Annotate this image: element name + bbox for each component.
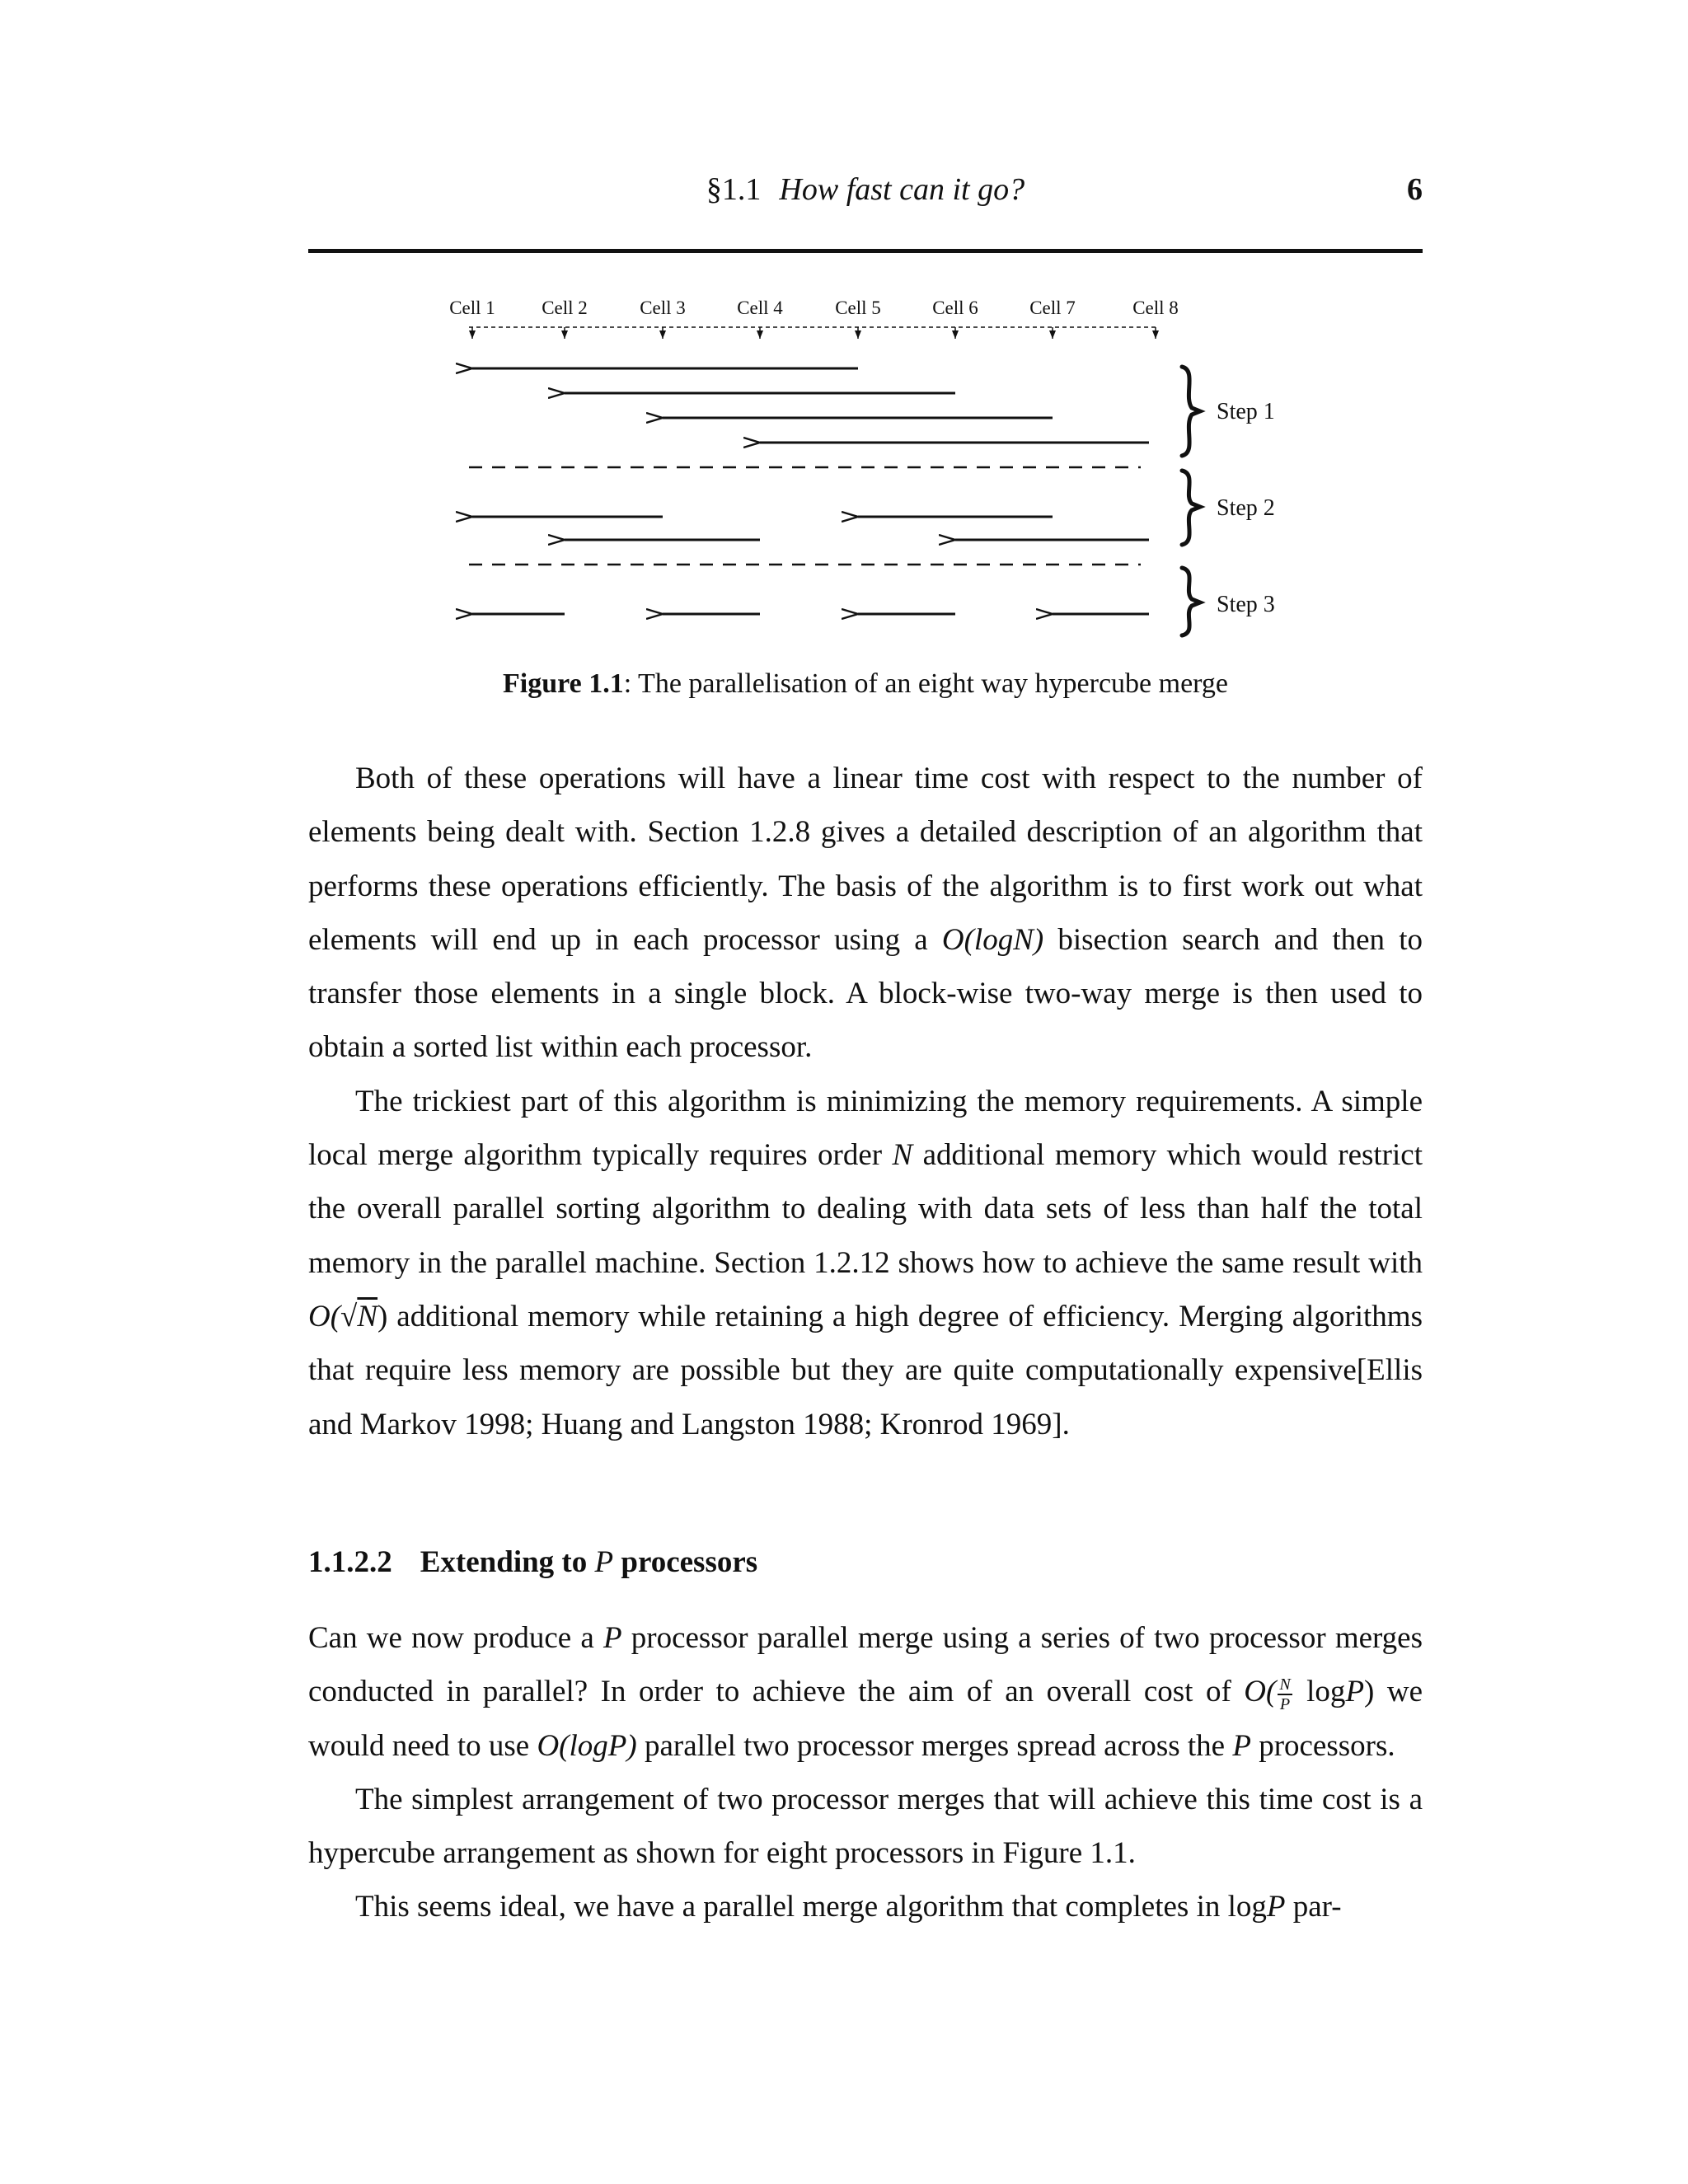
paragraph-3-text-c: we would need to use: [308, 1675, 1423, 1763]
cell-label-8: Cell 8: [1132, 298, 1179, 318]
paragraph-3-text-b: processor parallel merge using a series of two processor merges conducted in parallel? In order to achieve the aim of an overall cost of: [308, 1621, 1423, 1709]
paragraph-2-text-b: additional memory which would restrict the overall parallel sorting algorithm to dealing with data sets of less than half the total memory in the parallel machine. Section 1.2.12 shows how to achieve the same result with: [308, 1138, 1423, 1280]
paragraph-3: [308, 1611, 1423, 1773]
math-close: ): [1364, 1675, 1375, 1709]
section-title: How fast can it go?: [779, 172, 1025, 207]
subsection-title-a: Extending to: [420, 1545, 595, 1579]
subsection-heading: [308, 1538, 1423, 1587]
paragraph-5-text-b: par-: [1285, 1890, 1342, 1924]
math-o-log-p: O(logP): [537, 1728, 637, 1763]
math-o-open: O(: [1244, 1675, 1277, 1709]
step-2-brace: [1182, 471, 1200, 545]
math-sqrt-n: N: [357, 1299, 378, 1333]
paragraph-5: [308, 1880, 1423, 1933]
step-label-3: Step 3: [1217, 592, 1275, 617]
body-block-2: [308, 1611, 1423, 1934]
math-fraction-n-over-p: [1278, 1675, 1292, 1713]
step-label-2: Step 2: [1217, 495, 1275, 521]
math-p: P: [603, 1621, 622, 1655]
paragraph-2: [308, 1075, 1423, 1451]
step-1-arrows: [472, 368, 1149, 443]
paragraph-3-text-d: parallel two processor merges spread across the: [636, 1728, 1233, 1763]
paragraph-1-text: Both of these operations will have a linear time cost with respect to the number of elements being dealt with. Section 1.2.8 gives a detailed description of an algorithm that performs these operations efficiently. The basis of the algorithm is to first work out what elements will end up in each processor using a: [308, 762, 1423, 957]
math-log-p: P: [1345, 1675, 1365, 1709]
cell-ticks: [472, 327, 1156, 339]
paragraph-3-text-e: processors.: [1250, 1728, 1395, 1763]
subsection-title-b: processors: [613, 1545, 758, 1579]
subsection-number: 1.1.2.2: [308, 1545, 392, 1579]
paragraph-2-text-a: The trickiest part of this algorithm is minimizing the memory requirements. A simple local merge algorithm typically requires order: [308, 1084, 1423, 1173]
section-number: §1.1: [706, 172, 762, 207]
header-rule: [308, 249, 1423, 253]
page-number: 6: [1407, 172, 1423, 207]
paragraph-5-text-a: This seems ideal, we have a parallel merge algorithm that completes in log: [355, 1890, 1267, 1924]
step-2-arrows: [472, 517, 1149, 540]
paragraph-1: [308, 752, 1423, 1075]
cell-label-3: Cell 3: [640, 298, 686, 318]
running-head: [308, 165, 1423, 214]
cell-label-5: Cell 5: [835, 298, 881, 318]
page-header: [308, 165, 1423, 214]
cell-label-6: Cell 6: [932, 298, 978, 318]
math-close-paren: ): [377, 1299, 388, 1333]
cell-label-1: Cell 1: [449, 298, 495, 318]
body-block-1: [308, 752, 1423, 1451]
math-n: N: [892, 1138, 913, 1173]
hypercube-merge-figure: [308, 284, 1423, 696]
fraction-denominator: P: [1279, 1694, 1291, 1713]
paragraph-4: The simplest arrangement of two processor merges that will achieve this time cost is a hypercube arrangement as shown for eight processors in Figure 1.1.: [308, 1782, 1423, 1871]
step-braces: [1182, 367, 1200, 635]
math-p-3: P: [1266, 1890, 1286, 1924]
step-1-brace: [1182, 367, 1200, 456]
math-o-sqrt: O(√: [308, 1299, 358, 1333]
cell-label-7: Cell 7: [1029, 298, 1076, 318]
step-3-brace: [1182, 568, 1200, 635]
figure-caption: [308, 663, 1423, 705]
subsection-title-p: P: [594, 1545, 614, 1579]
step-label-1: Step 1: [1217, 399, 1275, 424]
figure-diagram: [308, 284, 1423, 663]
paragraph-1-end: bisection search and then to transfer those elements in a single block. A block-wise two-way merge is then used to obtain a sorted list within each processor.: [308, 922, 1423, 1065]
cell-label-4: Cell 4: [737, 298, 783, 318]
math-log: log: [1293, 1675, 1346, 1709]
caption-text: : The parallelisation of an eight way hypercube merge: [623, 668, 1228, 699]
paragraph-3-text-a: Can we now produce a: [308, 1621, 603, 1655]
fraction-numerator: N: [1279, 1675, 1291, 1694]
paragraph-2-text-c: additional memory while retaining a high degree of efficiency. Merging algorithms that require less memory are possible but they are quite computationally expensive[Ellis and Markov 1998; Huang and Langston 1988; Kronrod 1969].: [308, 1299, 1423, 1441]
math-p-2: P: [1232, 1728, 1251, 1763]
cell-label-2: Cell 2: [542, 298, 588, 318]
math-o-log-n: O(logN): [941, 922, 1044, 957]
caption-label: Figure 1.1: [503, 668, 624, 699]
